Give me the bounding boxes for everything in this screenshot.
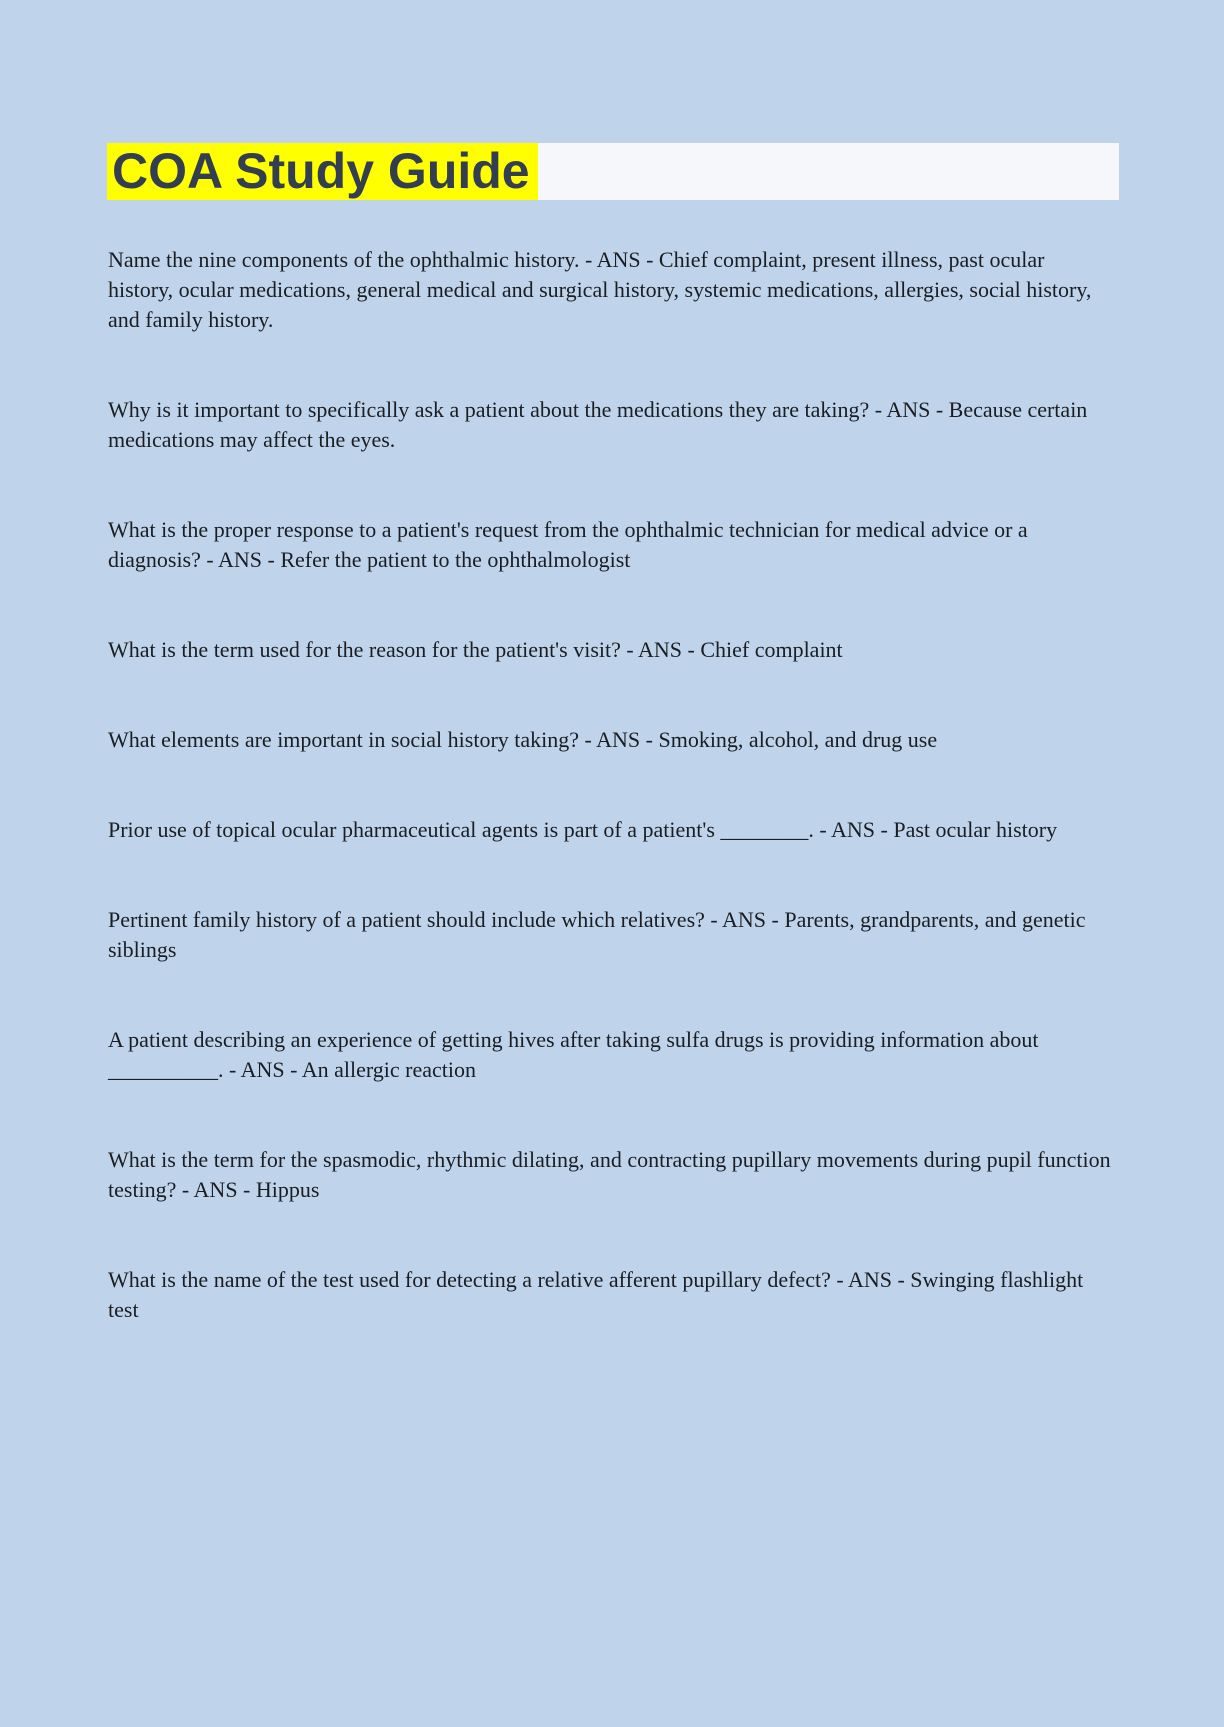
document-page bbox=[0, 143, 1224, 1727]
title-bar bbox=[107, 143, 1119, 200]
qa-paragraph: What is the proper response to a patient's request from the ophthalmic technician for medical advice or a diagnosis? - ANS - Refer the patient to the ophthalmologist bbox=[108, 517, 1028, 572]
qa-paragraph: What is the term used for the reason for the patient's visit? - ANS - Chief complaint bbox=[108, 637, 843, 662]
qa-paragraph: Prior use of topical ocular pharmaceutical agents is part of a patient's ________. - ANS - Past ocular history bbox=[108, 817, 1058, 842]
qa-paragraph: Name the nine components of the ophthalmic history. - ANS - Chief complaint, present illness, past ocular history, ocular medications, general medical and surgical history, systemic medications, allergies, social history, and family history. bbox=[108, 247, 1092, 332]
qa-content bbox=[108, 245, 1113, 1325]
qa-paragraph: What is the term for the spasmodic, rhythmic dilating, and contracting pupillary movements during pupil function testing? - ANS - Hippus bbox=[108, 1147, 1111, 1202]
qa-paragraph: Pertinent family history of a patient should include which relatives? - ANS - Parents, grandparents, and genetic siblings bbox=[108, 907, 1086, 962]
page-title: COA Study Guide bbox=[107, 143, 538, 200]
qa-paragraph: A patient describing an experience of getting hives after taking sulfa drugs is providing information about __________. - ANS - An allergic reaction bbox=[108, 1027, 1039, 1082]
qa-paragraph: What is the name of the test used for detecting a relative afferent pupillary defect? - ANS - Swinging flashlight test bbox=[108, 1267, 1084, 1322]
qa-paragraph: Why is it important to specifically ask a patient about the medications they are taking? - ANS - Because certain medications may affect the eyes. bbox=[108, 397, 1088, 452]
qa-paragraph: What elements are important in social history taking? - ANS - Smoking, alcohol, and drug use bbox=[108, 727, 938, 752]
